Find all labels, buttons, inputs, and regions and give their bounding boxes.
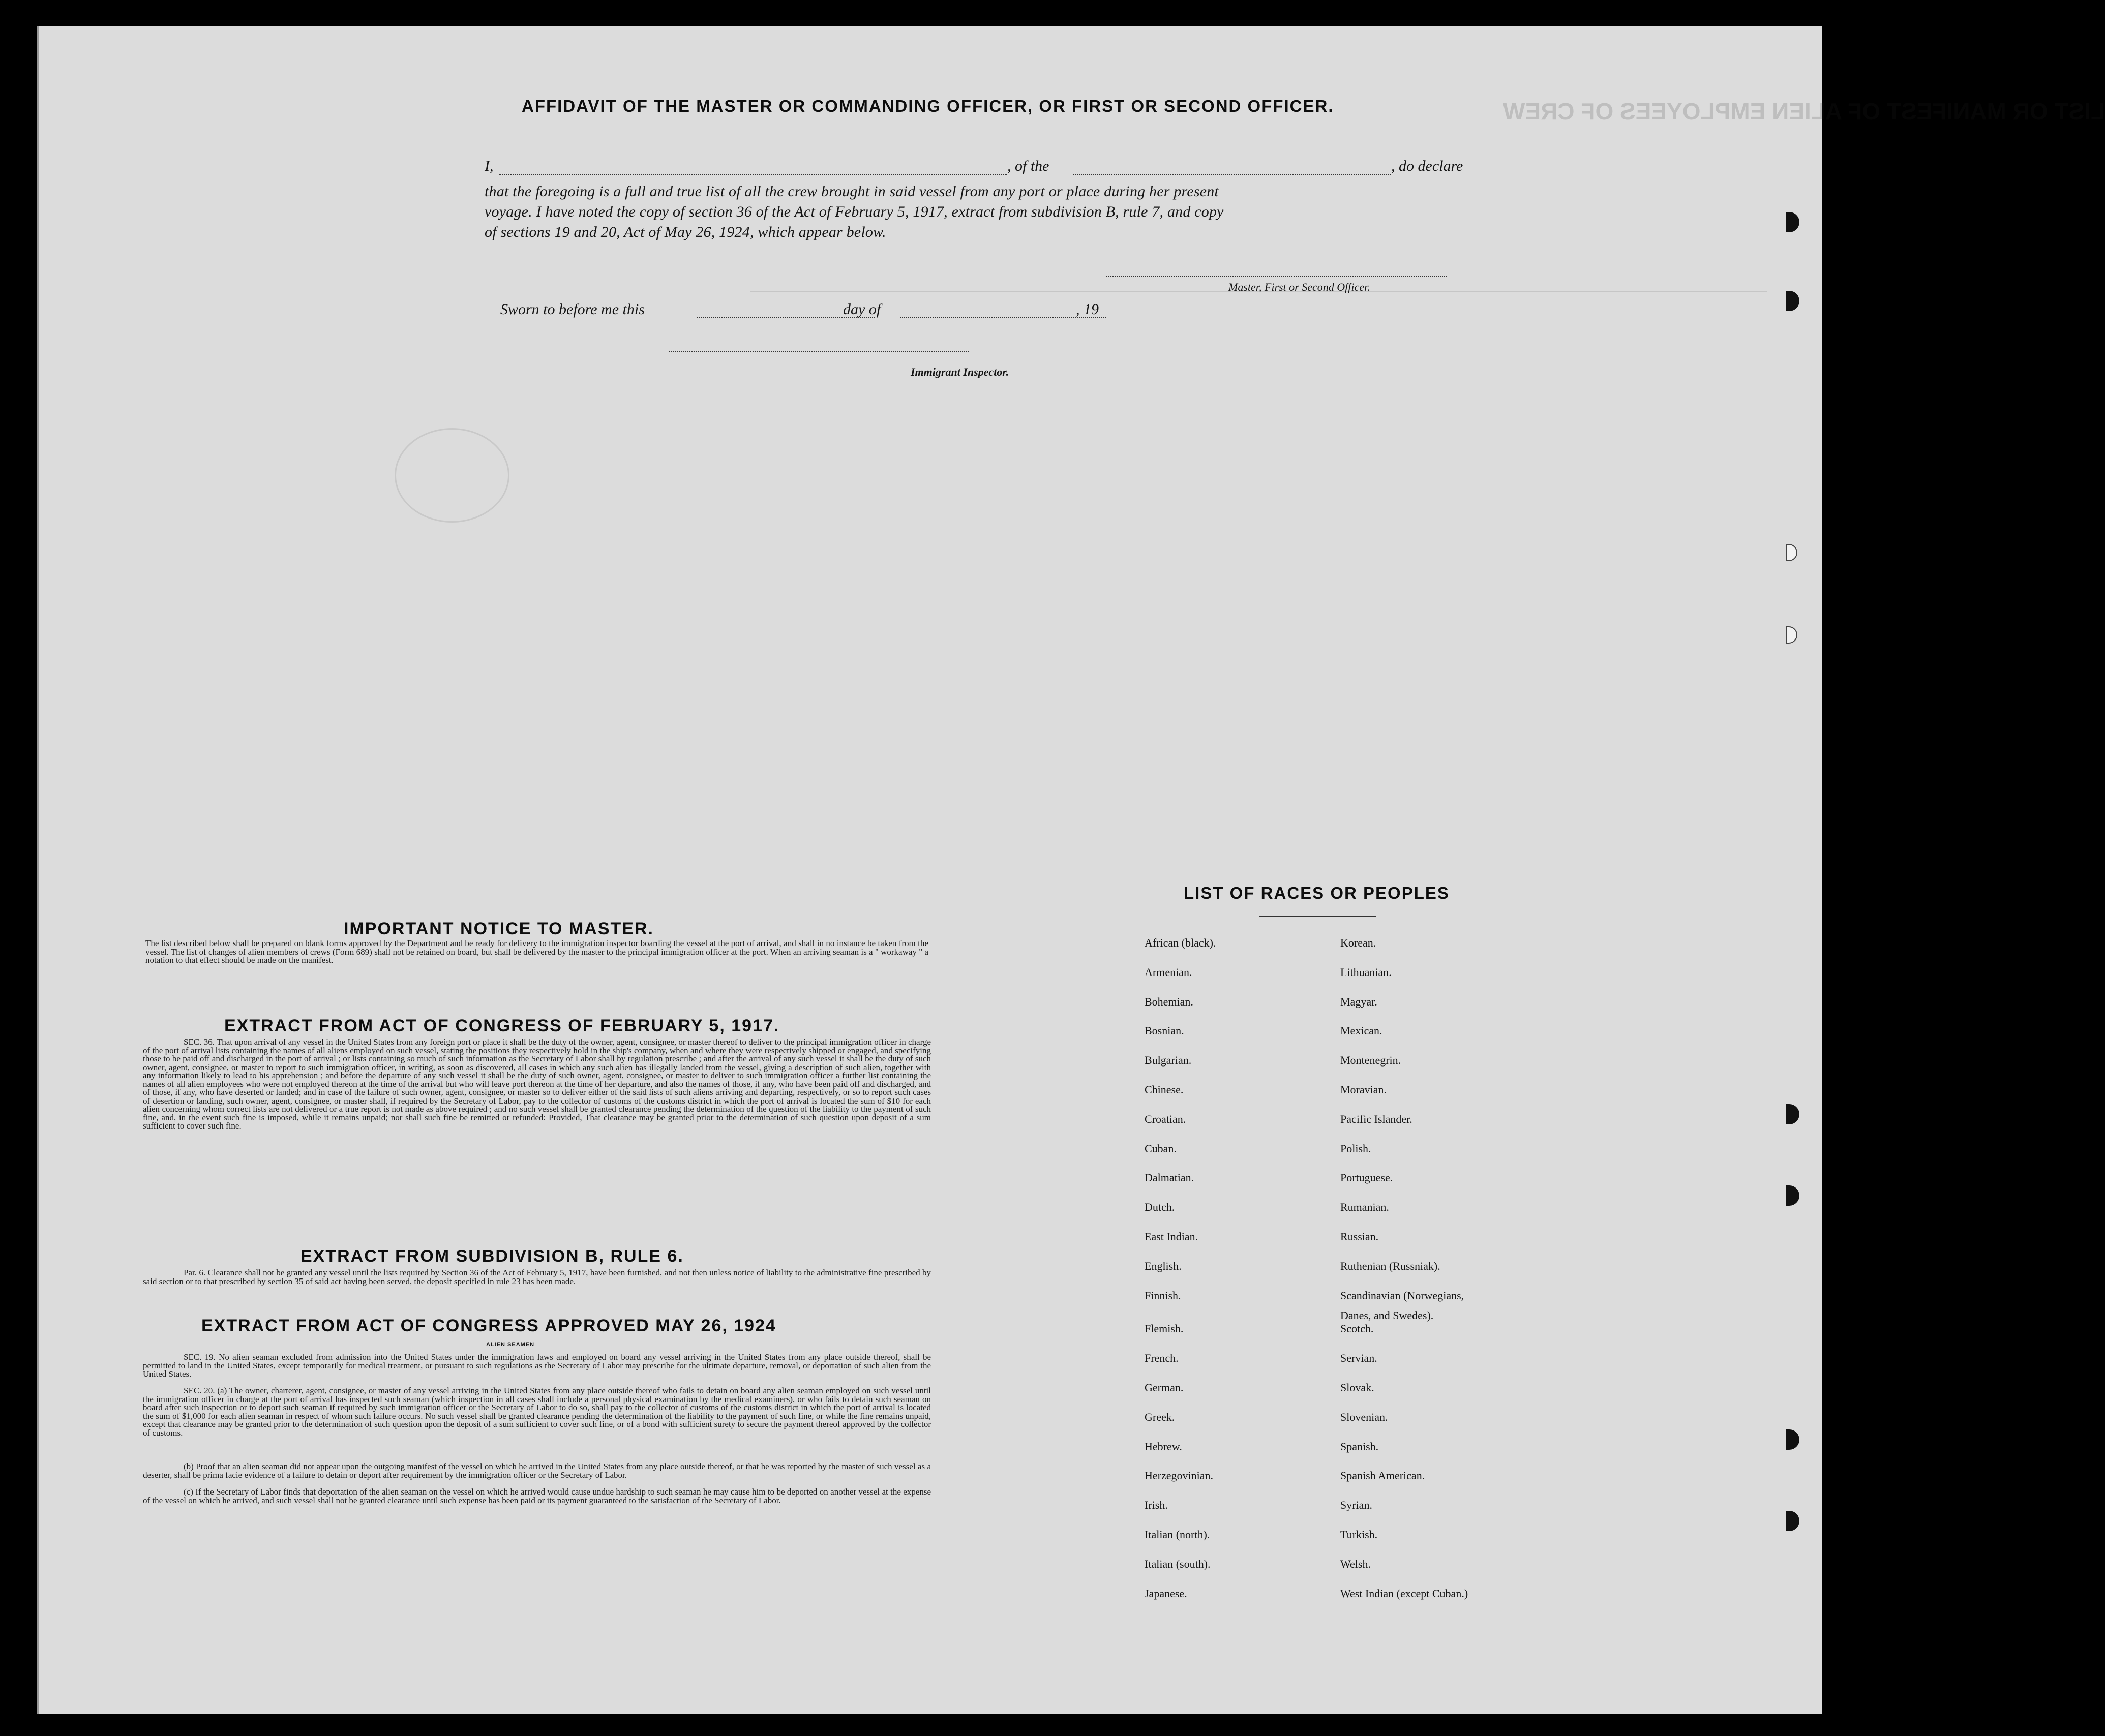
- binder-hole: [1786, 291, 1799, 311]
- race-item: Bohemian.: [1145, 995, 1193, 1008]
- races-title-rule: [1259, 916, 1376, 917]
- race-item: Pacific Islander.: [1340, 1112, 1412, 1125]
- day-of-label: day of: [843, 301, 881, 318]
- race-item: Syrian.: [1340, 1499, 1372, 1512]
- rule6-title: EXTRACT FROM SUBDIVISION B, RULE 6.: [300, 1246, 684, 1266]
- affidavit-line-2: voyage. I have noted the copy of section 36 of the Act of February 5, 1917, extract from subdivision B, rule 7, and copy: [485, 203, 1224, 220]
- race-item: Montenegrin.: [1340, 1054, 1401, 1067]
- year-label: , 19: [1076, 301, 1099, 318]
- notice-body: The list described below shall be prepared on blank forms approved by the Department and be ready for delivery to the immigration inspector boarding the vessel at the port of arrival, and shall in no instance be taken from the vessel. The list of changes of alien members of crews (Form 689) shall not be retained on board, but shall be delivered by the master to the principal immigration officer at the port. When an arriving seaman is a " workaway " a notation to that effect should be made on the manifest.: [145, 938, 928, 965]
- affidavit-i-label: I,: [485, 158, 494, 174]
- binder-hole: [1786, 1185, 1799, 1206]
- race-item: Bosnian.: [1145, 1024, 1184, 1038]
- name-blank-line: [499, 174, 1007, 175]
- extract-1924-title: EXTRACT FROM ACT OF CONGRESS APPROVED MAY 26, 1924: [201, 1316, 776, 1335]
- binder-hole: [1786, 1429, 1799, 1450]
- race-item: Japanese.: [1145, 1587, 1187, 1600]
- race-item: Magyar.: [1340, 995, 1377, 1008]
- race-item: Italian (south).: [1145, 1557, 1211, 1570]
- race-item: Croatian.: [1145, 1112, 1186, 1125]
- extract-1917-title: EXTRACT FROM ACT OF CONGRESS OF FEBRUARY 5, 1917.: [224, 1016, 780, 1035]
- race-item: Rumanian.: [1340, 1201, 1389, 1214]
- affidavit-title: AFFIDAVIT OF THE MASTER OR COMMANDING OFFICER, OR FIRST OR SECOND OFFICER.: [522, 97, 1334, 115]
- binder-hole: [1786, 212, 1799, 232]
- race-item: Scotch.: [1340, 1322, 1374, 1335]
- race-item: Mexican.: [1340, 1024, 1382, 1038]
- binder-hole: [1786, 544, 1797, 561]
- race-item: Korean.: [1340, 936, 1376, 949]
- race-item: Cuban.: [1145, 1142, 1177, 1155]
- race-item: Dalmatian.: [1145, 1171, 1194, 1184]
- race-item: English.: [1145, 1259, 1182, 1272]
- race-item: Portuguese.: [1340, 1171, 1393, 1184]
- master-signature-caption: Master, First or Second Officer.: [1228, 281, 1370, 293]
- race-item: Chinese.: [1145, 1083, 1184, 1096]
- race-item: Turkish.: [1340, 1528, 1378, 1541]
- race-item: Spanish.: [1340, 1440, 1379, 1453]
- race-item: Welsh.: [1340, 1557, 1371, 1570]
- binder-hole: [1786, 1511, 1799, 1531]
- race-item: German.: [1145, 1381, 1184, 1394]
- rule6-body: Par. 6. Clearance shall not be granted any vessel until the lists required by Section 36 of the Act of February 5, 1917, have been furnished, and not then unless notice of liability to the administrative fine prescribed by said section or to that prescribed by section 35 of said act having been served, the deposit specified in rule 23 has been made.: [143, 1268, 931, 1286]
- race-scandinavian-continued: Danes, and Swedes).: [1340, 1309, 1434, 1322]
- race-item: Greek.: [1145, 1410, 1175, 1423]
- extract-1924-subtitle: ALIEN SEAMEN: [486, 1342, 535, 1348]
- race-item: Irish.: [1145, 1499, 1168, 1512]
- race-item: Moravian.: [1340, 1083, 1387, 1096]
- race-item: Servian.: [1340, 1352, 1377, 1365]
- extract-1924-sec20a: SEC. 20. (a) The owner, charterer, agent, consignee, or master of any vessel arriving in the United States from any place outside thereof who fails to detain on board any alien seaman employed on such vessel until the immigration officer in charge at the port of arrival has inspected such seaman (which inspection in all cases shall include a personal physical examination by the medical examiners), or who fails to detain such seaman on board after such inspection or to deport such seaman if required by such immigration officer or the Secretary of Labor to do so, shall pay to the collector of customs of the customs district in which the port of arrival is located the sum of $1,000 for each alien seaman in respect of whom such failure occurs. No such vessel shall be granted clearance pending the determination of the liability to the payment of such fine, or while the fine remains unpaid, except that clearance may be granted prior to the determination of such question upon the deposit of a sum sufficient to cover such fine, or of a bond with sufficient surety to secure the payment thereof approved by the collector of customs.: [143, 1386, 931, 1438]
- binder-hole: [1786, 626, 1797, 644]
- race-item: Armenian.: [1145, 965, 1192, 979]
- affidavit-declare-label: , do declare: [1391, 158, 1463, 174]
- notice-title: IMPORTANT NOTICE TO MASTER.: [344, 919, 654, 938]
- race-item: Scandinavian (Norwegians,: [1340, 1289, 1464, 1302]
- binder-hole: [1786, 1104, 1799, 1124]
- inspector-signature-line: [669, 351, 969, 352]
- extract-1924-sec19: SEC. 19. No alien seaman excluded from admission into the United States under the immigration laws and employed on board any vessel arriving in the United States from any place outside thereof, shall be permitted to land in the United States, except temporarily for medical treatment, or pursuant to such regulations as the Secretary of Labor may prescribe for the ultimate departure, removal, or deportation of such alien from the United States.: [143, 1352, 931, 1379]
- race-item: Spanish American.: [1340, 1469, 1425, 1482]
- race-item: Slovak.: [1340, 1381, 1374, 1394]
- affidavit-line-3: of sections 19 and 20, Act of May 26, 1924, which appear below.: [485, 224, 886, 240]
- race-item: Slovenian.: [1340, 1410, 1388, 1423]
- races-title: LIST OF RACES OR PEOPLES: [1184, 884, 1450, 902]
- race-item: French.: [1145, 1352, 1179, 1365]
- sworn-label: Sworn to before me this: [500, 301, 645, 318]
- race-item: Flemish.: [1145, 1322, 1184, 1335]
- race-item: Italian (north).: [1145, 1528, 1210, 1541]
- race-item: African (black).: [1145, 936, 1216, 949]
- affidavit-line-1: that the foregoing is a full and true list of all the crew brought in said vessel from any port or place during her present: [485, 183, 1219, 200]
- race-item: Finnish.: [1145, 1289, 1181, 1302]
- race-item: Polish.: [1340, 1142, 1371, 1155]
- race-item: Lithuanian.: [1340, 965, 1392, 979]
- inspector-signature-caption: Immigrant Inspector.: [911, 366, 1009, 378]
- race-item: Ruthenian (Russniak).: [1340, 1259, 1440, 1272]
- race-item: Russian.: [1340, 1230, 1379, 1243]
- vessel-blank-line: [1073, 174, 1391, 175]
- race-item: Hebrew.: [1145, 1440, 1182, 1453]
- document-page: [37, 26, 2105, 1714]
- race-item: Bulgarian.: [1145, 1054, 1192, 1067]
- race-item: West Indian (except Cuban.): [1340, 1587, 1468, 1600]
- bleed-through-text: LIST OR MANIFEST OF ALIEN EMPLOYEES OF CREW: [1503, 98, 2105, 125]
- affidavit-of-the-label: , of the: [1007, 158, 1049, 174]
- race-item: Herzegovinian.: [1145, 1469, 1213, 1482]
- race-item: Dutch.: [1145, 1201, 1175, 1214]
- extract-1917-body: SEC. 36. That upon arrival of any vessel in the United States from any foreign port or place it shall be the duty of the owner, agent, consignee, or master thereof to deliver to the principal immigration officer in charge of the port of arrival lists containing the names of all aliens employed on such vessel, stating the positions they respectively hold in the ship's company, when and where they were respectively shipped or engaged, and specifying those to be paid off and discharged in the port of arrival ; or lists containing so much of such information as the Secretary of Labor shall by regulation prescribe ; and after the arrival of any such vessel it shall be the duty of such owner, agent, consignee, or master to report to such immigration officer, in writing, as soon as discovered, all cases in which any such alien has illegally landed from the vessel, giving a description of such alien, together with any information likely to lead to his apprehension ; and before the departure of any such vessel it shall be the duty of such owner, agent, consignee, or master to deliver to such immigration officer a further list containing the names of all alien employees who were not employed thereon at the time of the arrival but who will leave port thereon at the time of her departure, and also the names of those, if any, who have been paid off and discharged, and of those, if any, who have deserted or landed; and in case of the failure of such owner, agent, consignee, or master so to deliver either of the said lists of such aliens arriving and departing, respectively, or so to report such cases of desertion or landing, such owner, agent, consignee, or master shall, if required by the Secretary of Labor, pay to the collector of customs of the customs district in which the port of arrival is located the sum of $10 for each alien concerning whom correct lists are not delivered or a true report is not made as above required ; and no such vessel shall be granted clearance pending the determination of the question of the liability to the payment of such fine, and, in the event such fine is imposed, while it remains unpaid; nor shall such fine be remitted or refunded: Provided, That clearance may be granted prior to the determination of such question upon deposit of a sum sufficient to cover such fine.: [143, 1037, 931, 1131]
- extract-1924-sec20c: (c) If the Secretary of Labor finds that deportation of the alien seaman on the vessel on which he arrived would cause undue hardship to such seaman he may cause him to be deported on another vessel at the expense of the vessel on which he arrived, and such vessel shall not be granted clearance until such expense has been paid or its payment guaranteed to the satisfaction of the Secretary of Labor.: [143, 1487, 931, 1505]
- bleed-through-stamp: [395, 428, 509, 523]
- extract-1924-sec20b: (b) Proof that an alien seaman did not appear upon the outgoing manifest of the vessel on which he arrived in the United States from any place outside thereof, or that he was reported by the master of such vessel as a deserter, shall be prima facie evidence of a failure to detain or deport after requirement by the immigration officer or the Secretary of Labor.: [143, 1461, 931, 1480]
- race-item: East Indian.: [1145, 1230, 1198, 1243]
- master-signature-line: [1106, 276, 1447, 277]
